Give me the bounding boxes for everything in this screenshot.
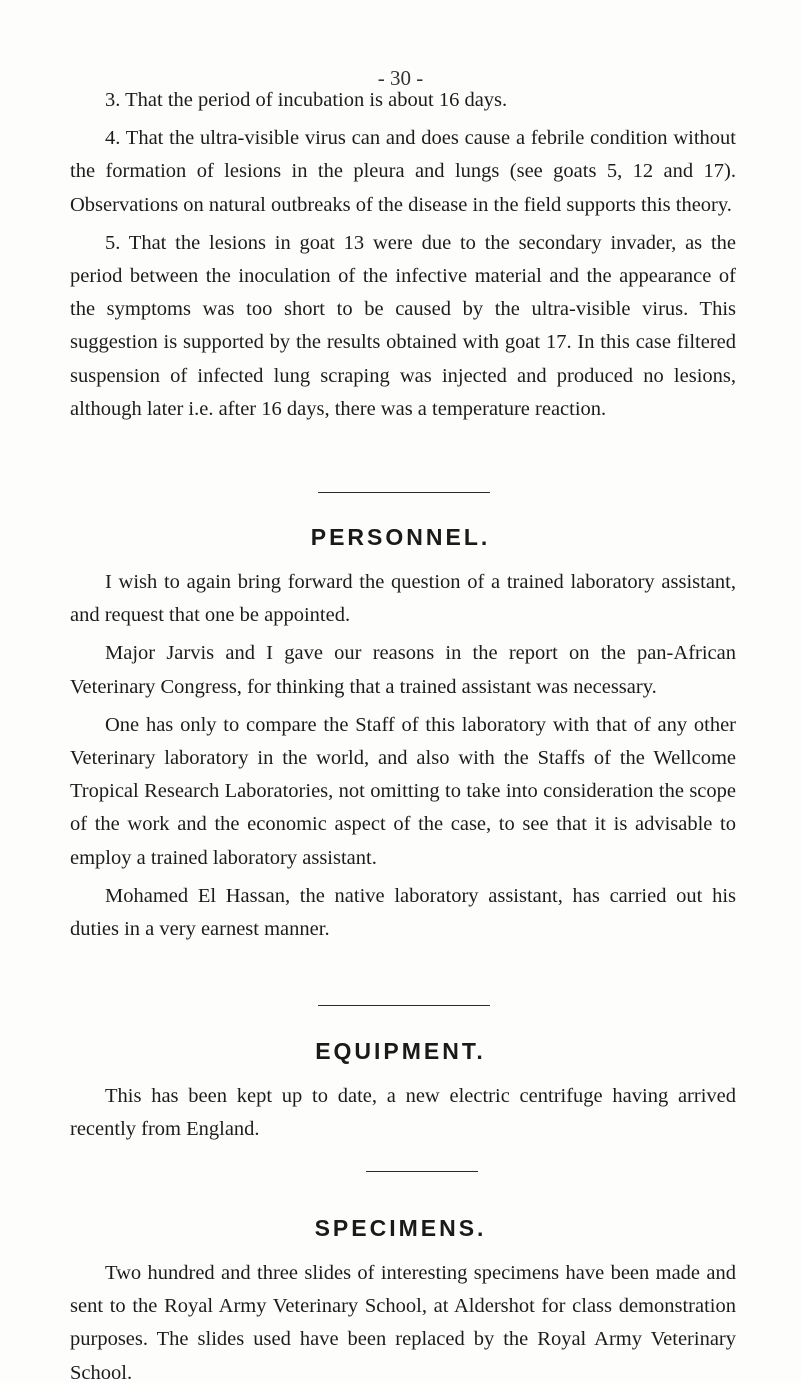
- finding-3: 3. That the period of incubation is about 16 days.: [105, 89, 508, 111]
- section-divider-personnel: [318, 492, 490, 493]
- findings-section: [70, 84, 736, 426]
- finding-5: 5. That the lesions in goat 13 were due to the secondary invader, as the period between the inoculation of the infective material and the appearance of the symptoms was too short to be caused by the ultra-visible virus. This suggestion is supported by the results obtained with goat 17. In this case filtered suspension of infected lung scraping was injected and produced no lesions, although later i.e. after 16 days, there was a temperature reaction.: [70, 231, 736, 420]
- personnel-paragraph-2: Major Jarvis and I gave our reasons in the report on the pan-African Veterinary Congress, for thinking that a trained assistant was necessary.: [70, 642, 736, 698]
- equipment-paragraph-1: This has been kept up to date, a new electric centrifuge having arrived recently from England.: [70, 1085, 736, 1141]
- finding-4: 4. That the ultra-visible virus can and does cause a febrile condition without the formation of lesions in the pleura and lungs (see goats 5, 12 and 17). Observations on natural outbreaks of the disease in the field supports this theory.: [70, 127, 736, 216]
- page-number: - 30 -: [377, 66, 424, 90]
- personnel-heading: PERSONNEL.: [310, 524, 491, 550]
- section-divider-equipment: [318, 1005, 490, 1006]
- equipment-heading: EQUIPMENT.: [315, 1038, 486, 1064]
- personnel-paragraph-1: I wish to again bring forward the question of a trained laboratory assistant, and request that one be appointed.: [70, 571, 736, 627]
- personnel-paragraph-3: One has only to compare the Staff of this laboratory with that of any other Veterinary laboratory in the world, and also with the Staffs of the Wellcome Tropical Research Laboratories, not omitting to take into consideration the scope of the work and the economic aspect of the case, to see that it is advisable to employ a trained laboratory assistant.: [70, 713, 736, 869]
- equipment-section: [70, 1080, 736, 1146]
- personnel-section: [70, 566, 736, 946]
- personnel-paragraph-4: Mohamed El Hassan, the native laboratory assistant, has carried out his duties in a very earnest manner.: [70, 884, 736, 941]
- specimens-paragraph-1: Two hundred and three slides of interesting specimens have been made and sent to the Royal Army Veterinary School, at Aldershot for class demonstration purposes. The slides used have been replaced by the Royal Army Veterinary School.: [70, 1262, 736, 1384]
- section-divider-specimens: [366, 1171, 478, 1172]
- specimens-section: [70, 1257, 736, 1390]
- specimens-heading: SPECIMENS.: [314, 1215, 487, 1241]
